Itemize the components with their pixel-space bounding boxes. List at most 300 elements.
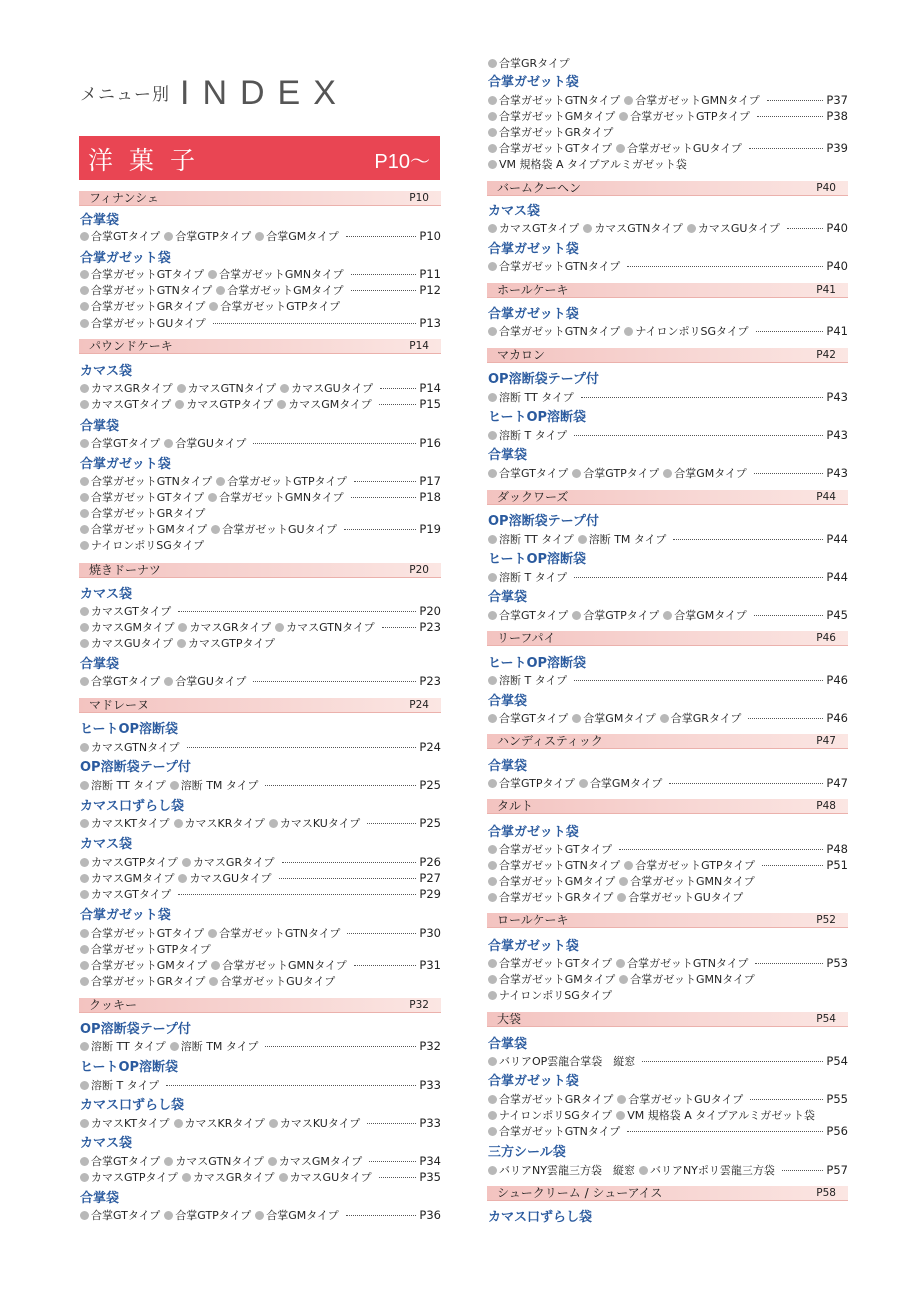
bag-category: 合掌袋 (80, 419, 120, 434)
product-type: カマスGMタイプ (80, 872, 174, 885)
dotted-leader (382, 627, 417, 628)
product-type: カマスGTPタイプ (175, 398, 273, 411)
index-entry (488, 156, 848, 172)
bag-category: 合掌袋 (488, 1037, 528, 1052)
entry-items (80, 473, 351, 489)
section-header (487, 348, 848, 363)
entry-items (488, 427, 571, 443)
section-page: P46 (816, 632, 836, 644)
dotted-leader (642, 1061, 823, 1062)
product-type: カマスGTPタイプ (177, 637, 275, 650)
dotted-leader (574, 577, 823, 578)
bag-category: 合掌袋 (488, 448, 528, 463)
product-type: 合掌ガゼットGMNタイプ (619, 875, 754, 888)
section-name: ロールケーキ (497, 913, 569, 927)
entry-items (488, 889, 747, 905)
index-entry (80, 1207, 441, 1223)
page-title (80, 74, 349, 113)
index-entry (80, 315, 441, 331)
product-type: 合掌GMタイプ (255, 230, 338, 243)
page-number: P15 (419, 397, 441, 411)
entry-items (80, 1077, 163, 1093)
dotted-leader (379, 404, 417, 405)
page-number: P37 (826, 93, 848, 107)
dotted-leader (755, 963, 823, 964)
product-type: 合掌ガゼットGRタイプ (488, 1093, 613, 1106)
product-type: 合掌ガゼットGUタイプ (617, 891, 743, 904)
product-type: 合掌GMタイプ (579, 777, 662, 790)
section-header (487, 799, 848, 814)
bag-category: ヒートOP溶断袋 (80, 722, 179, 737)
product-type: 合掌GTタイプ (488, 609, 568, 622)
entry-items (80, 298, 344, 314)
index-entry (80, 925, 441, 941)
dotted-leader (754, 615, 824, 616)
index-entry (80, 473, 441, 489)
product-type: カマスGTPタイプ (80, 1171, 178, 1184)
index-entry (488, 1107, 848, 1123)
bag-category: 合掌ガゼット袋 (80, 251, 171, 266)
dotted-leader (574, 680, 823, 681)
dotted-leader (253, 681, 416, 682)
bag-category: 合掌ガゼット袋 (488, 939, 579, 954)
page-number: P47 (826, 776, 848, 790)
page-number: P24 (419, 740, 441, 754)
bag-category: OP溶断袋テープ付 (488, 372, 599, 387)
product-type: カマスGMタイプ (268, 1155, 362, 1168)
index-entry (80, 777, 441, 793)
product-type: 合掌ガゼットGTタイプ (488, 957, 612, 970)
entry-items (488, 971, 759, 987)
dotted-leader (627, 266, 823, 267)
bag-category: OP溶断袋テープ付 (488, 514, 599, 529)
section-name: 焼きドーナツ (89, 563, 161, 577)
product-type: 溶断 TM タイプ (578, 533, 667, 546)
page-number: P56 (826, 1124, 848, 1138)
dotted-leader (346, 236, 417, 237)
product-type: 合掌ガゼットGUタイプ (209, 975, 335, 988)
product-type: 合掌ガゼットGRタイプ (80, 300, 205, 313)
section-header (487, 913, 848, 928)
product-type: 合掌GTタイプ (80, 437, 160, 450)
page-number: P25 (419, 778, 441, 792)
page-number: P40 (826, 221, 848, 235)
product-type: 合掌ガゼットGTPタイプ (619, 110, 750, 123)
page-number: P16 (419, 436, 441, 450)
dotted-leader (380, 388, 416, 389)
index-entry (488, 1091, 848, 1107)
section-header (487, 181, 848, 196)
product-type: 合掌ガゼットGTNタイプ (208, 927, 340, 940)
product-type: 合掌ガゼットGTNタイプ (80, 284, 212, 297)
section-header (79, 698, 441, 713)
section-page: P32 (409, 999, 429, 1011)
page-number: P46 (826, 711, 848, 725)
page-number: P20 (419, 604, 441, 618)
bag-category: OP溶断袋テープ付 (80, 1022, 191, 1037)
dotted-leader (178, 894, 416, 895)
product-type: バリアNYポリ雲龍三方袋 (639, 1164, 775, 1177)
product-type: 合掌GMタイプ (255, 1209, 338, 1222)
entry-items (488, 672, 571, 688)
entry-items (488, 140, 746, 156)
dotted-leader (265, 785, 416, 786)
product-type: カマスGRタイプ (182, 856, 275, 869)
section-page: P48 (816, 800, 836, 812)
page-number: P51 (826, 858, 848, 872)
product-type: 合掌ガゼットGRタイプ (80, 975, 205, 988)
category-title: 洋菓子 (88, 146, 212, 175)
product-type: カマスGUタイプ (687, 222, 780, 235)
bag-category: 合掌ガゼット袋 (488, 75, 579, 90)
product-type: 合掌ガゼットGTタイプ (80, 491, 204, 504)
page-number: P32 (419, 1039, 441, 1053)
index-entry (80, 957, 441, 973)
entry-items (80, 282, 348, 298)
entry-items (80, 1169, 376, 1185)
product-type: ナイロンポリSGタイプ (488, 1109, 612, 1122)
index-entry (80, 1077, 441, 1093)
product-type: カマスGUタイプ (280, 382, 373, 395)
bag-category: 合掌ガゼット袋 (488, 307, 579, 322)
index-entry (488, 124, 848, 140)
product-type: 合掌ガゼットGRタイプ (488, 126, 613, 139)
index-entry (488, 607, 848, 623)
product-type: 合掌GTPタイプ (164, 230, 251, 243)
index-entry (488, 220, 848, 236)
page-number: P29 (419, 887, 441, 901)
section-name: パウンドケーキ (89, 339, 173, 353)
index-entry (80, 282, 441, 298)
product-type: カマスGTNタイプ (177, 382, 277, 395)
page-number: P38 (826, 109, 848, 123)
product-type: 合掌ガゼットGTタイプ (488, 843, 612, 856)
section-page: P52 (816, 914, 836, 926)
dotted-leader (178, 611, 416, 612)
dotted-leader (253, 443, 416, 444)
index-entry (488, 775, 848, 791)
product-type: 合掌ガゼットGTPタイプ (80, 943, 211, 956)
section-name: クッキー (89, 998, 138, 1012)
page-heading: INDEX (180, 74, 349, 112)
product-type: 合掌GTタイプ (80, 675, 160, 688)
page-number: P26 (419, 855, 441, 869)
product-type: 合掌GRタイプ (488, 57, 570, 70)
product-type: 合掌ガゼットGRタイプ (80, 507, 205, 520)
index-entry (488, 427, 848, 443)
product-type: カマスGRタイプ (80, 382, 173, 395)
product-type: カマスGMタイプ (277, 398, 371, 411)
product-type: カマスKUタイプ (269, 817, 360, 830)
product-type: カマスGUタイプ (178, 872, 271, 885)
entry-items (488, 1123, 624, 1139)
dotted-leader (369, 1161, 416, 1162)
bag-category: 合掌袋 (488, 590, 528, 605)
index-entry (80, 635, 441, 651)
product-type: VM 規格袋 A タイプアルミガゼット袋 (488, 158, 687, 171)
index-entry (80, 228, 441, 244)
product-type: 合掌ガゼットGTタイプ (488, 142, 612, 155)
section-page: P42 (816, 349, 836, 361)
product-type: 合掌GTタイプ (488, 712, 568, 725)
product-type: 合掌GTタイプ (80, 230, 160, 243)
product-type: カマスGTタイプ (80, 888, 171, 901)
bag-category: 合掌ガゼット袋 (80, 457, 171, 472)
product-type: 溶断 TT タイプ (80, 1040, 166, 1053)
bag-category: OP溶断袋テープ付 (80, 760, 191, 775)
index-entry (488, 1162, 848, 1178)
entry-items (488, 220, 784, 236)
dotted-leader (344, 529, 416, 530)
index-entry (488, 841, 848, 857)
bag-category: カマス袋 (80, 837, 133, 852)
section-header (487, 1186, 848, 1201)
section-name: 大袋 (497, 1012, 522, 1026)
page-number: P46 (826, 673, 848, 687)
product-type: 溶断 TM タイプ (170, 779, 259, 792)
dotted-leader (762, 865, 823, 866)
dotted-leader (757, 116, 823, 117)
entry-items (488, 710, 745, 726)
page-number: P13 (419, 316, 441, 330)
product-type: カマスGTNタイプ (275, 621, 375, 634)
section-page: P58 (816, 1187, 836, 1199)
dotted-leader (749, 148, 824, 149)
index-entry (488, 108, 848, 124)
entry-items (488, 987, 616, 1003)
product-type: 合掌GTPタイプ (488, 777, 575, 790)
entry-items (80, 973, 339, 989)
page-number: P44 (826, 570, 848, 584)
index-entry (488, 1053, 848, 1069)
page-number: P55 (826, 1092, 848, 1106)
product-type: カマスGUタイプ (279, 1171, 372, 1184)
index-entry (80, 380, 441, 396)
product-type: 合掌GTタイプ (80, 1155, 160, 1168)
product-type: 合掌ガゼットGTタイプ (80, 927, 204, 940)
page-number: P11 (419, 267, 441, 281)
entry-items (80, 673, 250, 689)
dotted-leader (782, 1170, 824, 1171)
product-type: カマスGTタイプ (488, 222, 579, 235)
product-type: 合掌ガゼットGTNタイプ (488, 859, 620, 872)
index-entry (488, 92, 848, 108)
page-number: P31 (419, 958, 441, 972)
product-type: 合掌ガゼットGMタイプ (80, 523, 207, 536)
product-type: VM 規格袋 A タイプアルミガゼット袋 (616, 1109, 815, 1122)
entry-items (80, 957, 351, 973)
product-type: 溶断 T タイプ (488, 674, 567, 687)
section-header (79, 339, 441, 354)
category-page: P10～ (374, 151, 430, 173)
entry-items (80, 854, 279, 870)
section-page: P40 (816, 182, 836, 194)
index-entry (488, 531, 848, 547)
index-entry (80, 854, 441, 870)
product-type: カマスGTタイプ (80, 605, 171, 618)
page-number: P23 (419, 620, 441, 634)
index-entry (488, 987, 848, 1003)
dotted-leader (166, 1085, 416, 1086)
index-entry (80, 941, 441, 957)
product-type: 合掌ガゼットGTタイプ (80, 268, 204, 281)
index-entry (80, 603, 441, 619)
entry-items (488, 258, 624, 274)
product-type: カマスGTPタイプ (80, 856, 178, 869)
dotted-leader (346, 1215, 417, 1216)
product-type: カマスKTタイプ (80, 817, 170, 830)
product-type: 合掌ガゼットGUタイプ (616, 142, 742, 155)
page-number: P44 (826, 532, 848, 546)
section-name: タルト (497, 799, 534, 813)
index-entry (80, 435, 441, 451)
product-type: バリアNY雲龍三方袋 縦窓 (488, 1164, 635, 1177)
product-type: 合掌ガゼットGMタイプ (80, 959, 207, 972)
product-type: カマスKRタイプ (174, 1117, 265, 1130)
dotted-leader (367, 1123, 416, 1124)
product-type: カマスGUタイプ (80, 637, 173, 650)
section-header (487, 1012, 848, 1027)
dotted-leader (213, 323, 417, 324)
product-type: カマスGMタイプ (80, 621, 174, 634)
section-name: シュークリーム / シューアイス (497, 1186, 663, 1200)
entry-items (488, 92, 764, 108)
page-number: P39 (826, 141, 848, 155)
bag-category: 合掌袋 (488, 759, 528, 774)
bag-category: ヒートOP溶断袋 (80, 1060, 179, 1075)
dotted-leader (367, 823, 416, 824)
product-type: カマスGTNタイプ (583, 222, 683, 235)
product-type: カマスGTタイプ (80, 398, 171, 411)
page-number: P25 (419, 816, 441, 830)
entry-items (80, 777, 262, 793)
product-type: 合掌ガゼットGUタイプ (211, 523, 337, 536)
product-type: 合掌GMタイプ (663, 609, 746, 622)
entry-items (488, 531, 670, 547)
product-type: 合掌ガゼットGMタイプ (488, 875, 615, 888)
dotted-leader (265, 1046, 416, 1047)
dotted-leader (750, 1099, 823, 1100)
dotted-leader (754, 473, 824, 474)
dotted-leader (767, 100, 824, 101)
entry-items (488, 841, 616, 857)
product-type: 溶断 TT タイプ (488, 533, 574, 546)
section-name: ハンディスティック (497, 734, 603, 748)
page-number: P35 (419, 1170, 441, 1184)
page-number: P30 (419, 926, 441, 940)
page-number: P53 (826, 956, 848, 970)
dotted-leader (748, 718, 823, 719)
product-type: 合掌ガゼットGMタイプ (488, 110, 615, 123)
page-number: P43 (826, 466, 848, 480)
page-number: P45 (826, 608, 848, 622)
page-number: P23 (419, 674, 441, 688)
index-entry (488, 1123, 848, 1139)
index-entry (80, 886, 441, 902)
dotted-leader (279, 878, 417, 879)
index-entry (80, 870, 441, 886)
page-number: P34 (419, 1154, 441, 1168)
bag-category: 合掌袋 (80, 213, 120, 228)
product-type: 合掌GTPタイプ (572, 467, 659, 480)
entry-items (80, 505, 209, 521)
index-entry (488, 955, 848, 971)
page-number: P17 (419, 474, 441, 488)
product-type: カマスGTNタイプ (164, 1155, 264, 1168)
product-type: 合掌ガゼットGMNタイプ (208, 491, 343, 504)
dotted-leader (581, 397, 824, 398)
product-type: カマスGTNタイプ (80, 741, 180, 754)
entry-items (488, 323, 753, 339)
bag-category: カマス口ずらし袋 (488, 1210, 593, 1225)
entry-items (488, 1091, 747, 1107)
index-entry (488, 710, 848, 726)
index-entry (488, 55, 848, 71)
bag-category: 合掌袋 (80, 1191, 120, 1206)
bag-category: ヒートOP溶断袋 (488, 552, 587, 567)
section-header (79, 563, 441, 578)
product-type: 合掌ガゼットGTNタイプ (616, 957, 748, 970)
product-type: 合掌ガゼットGTPタイプ (209, 300, 340, 313)
index-entry (80, 815, 441, 831)
entry-items (80, 635, 279, 651)
bag-category: 合掌袋 (488, 694, 528, 709)
product-type: 合掌ガゼットGMNタイプ (619, 973, 754, 986)
index-entry (488, 873, 848, 889)
dotted-leader (379, 1177, 417, 1178)
entry-items (80, 435, 250, 451)
dotted-leader (619, 849, 823, 850)
dotted-leader (351, 274, 417, 275)
page-subtitle: メニュー別 (80, 85, 170, 105)
product-type: ナイロンポリSGタイプ (624, 325, 748, 338)
section-name: ホールケーキ (497, 283, 569, 297)
product-type: 合掌GMタイプ (572, 712, 655, 725)
entry-items (488, 55, 574, 71)
bag-category: カマス口ずらし袋 (80, 799, 185, 814)
product-type: 合掌ガゼットGUタイプ (617, 1093, 743, 1106)
entry-items (488, 775, 666, 791)
section-page: P41 (816, 284, 836, 296)
dotted-leader (756, 331, 824, 332)
entry-items (488, 1162, 779, 1178)
section-page: P54 (816, 1013, 836, 1025)
entry-items (488, 1053, 639, 1069)
entry-items (80, 489, 348, 505)
dotted-leader (574, 435, 823, 436)
entry-items (80, 603, 175, 619)
entry-items (80, 537, 208, 553)
entry-items (488, 124, 617, 140)
page-number: P41 (826, 324, 848, 338)
entry-items (80, 315, 210, 331)
section-header (487, 631, 848, 646)
page-number: P48 (826, 842, 848, 856)
page-number: P27 (419, 871, 441, 885)
index-entry (80, 673, 441, 689)
section-name: リーフパイ (497, 631, 556, 645)
section-page: P14 (409, 340, 429, 352)
section-name: マカロン (497, 348, 546, 362)
entry-items (80, 1153, 366, 1169)
entry-items (488, 1107, 819, 1123)
index-entry (488, 465, 848, 481)
section-page: P24 (409, 699, 429, 711)
dotted-leader (351, 497, 417, 498)
section-name: フィナンシェ (89, 191, 159, 205)
product-type: 合掌ガゼットGTPタイプ (624, 859, 755, 872)
bag-category: ヒートOP溶断袋 (488, 656, 587, 671)
